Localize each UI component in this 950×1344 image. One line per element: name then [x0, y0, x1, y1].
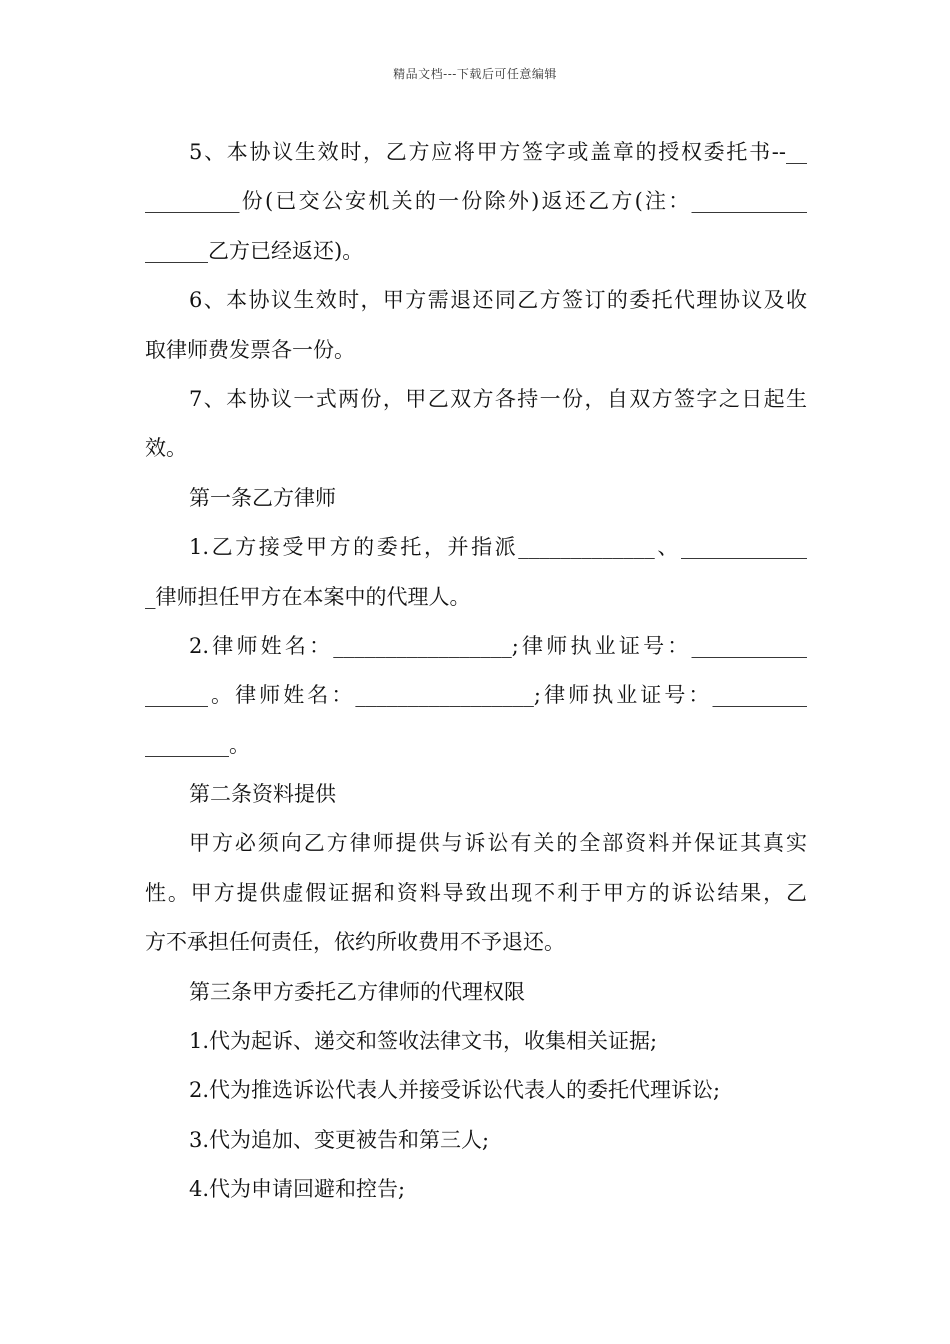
text-line: ______。律师姓名：_________________;律师执业证号：_________ — [145, 683, 807, 708]
text-line: 第一条乙方律师 — [189, 485, 336, 510]
text-line: 1.代为起诉、递交和签收法律文书，收集相关证据; — [189, 1029, 658, 1054]
text-line: ______乙方已经返还)。 — [145, 238, 364, 263]
text-line: 3.代为追加、变更被告和第三人; — [189, 1127, 490, 1152]
text-line: 甲方必须向乙方律师提供与诉讼有关的全部资料并保证其真实 — [189, 831, 807, 856]
text-line: 第二条资料提供 — [189, 782, 336, 807]
text-line: 6、本协议生效时，甲方需退还同乙方签订的委托代理协议及收 — [189, 288, 807, 313]
text-line: 取律师费发票各一份。 — [145, 337, 355, 362]
text-line: 效。 — [145, 436, 187, 461]
text-line: 2.律师姓名：_________________;律师执业证号：___________ — [189, 633, 807, 658]
text-line: 7、本协议一式两份，甲乙双方各持一份，自双方签字之日起生 — [189, 386, 807, 411]
text-line: 性。甲方提供虚假证据和资料导致出现不利于甲方的诉讼结果，乙 — [145, 880, 807, 905]
text-line: 第三条甲方委托乙方律师的代理权限 — [189, 979, 525, 1004]
document-body — [145, 128, 807, 1215]
text-line: 方不承担任何责任，依约所收费用不予退还。 — [145, 930, 565, 955]
text-line: ________。 — [145, 732, 250, 757]
text-line: _律师担任甲方在本案中的代理人。 — [145, 584, 471, 609]
text-line: _________份(已交公安机关的一份除外)返还乙方(注：___________ — [145, 189, 807, 214]
text-line: 5、本协议生效时，乙方应将甲方签字或盖章的授权委托书--__ — [189, 140, 807, 164]
page-header: 精品文档---下载后可任意编辑 — [393, 67, 557, 81]
text-line: 4.代为申请回避和控告; — [189, 1177, 406, 1202]
text-line: 2.代为推选诉讼代表人并接受诉讼代表人的委托代理诉讼; — [189, 1078, 721, 1103]
text-line: 1.乙方接受甲方的委托，并指派_____________、____________ — [189, 535, 807, 560]
